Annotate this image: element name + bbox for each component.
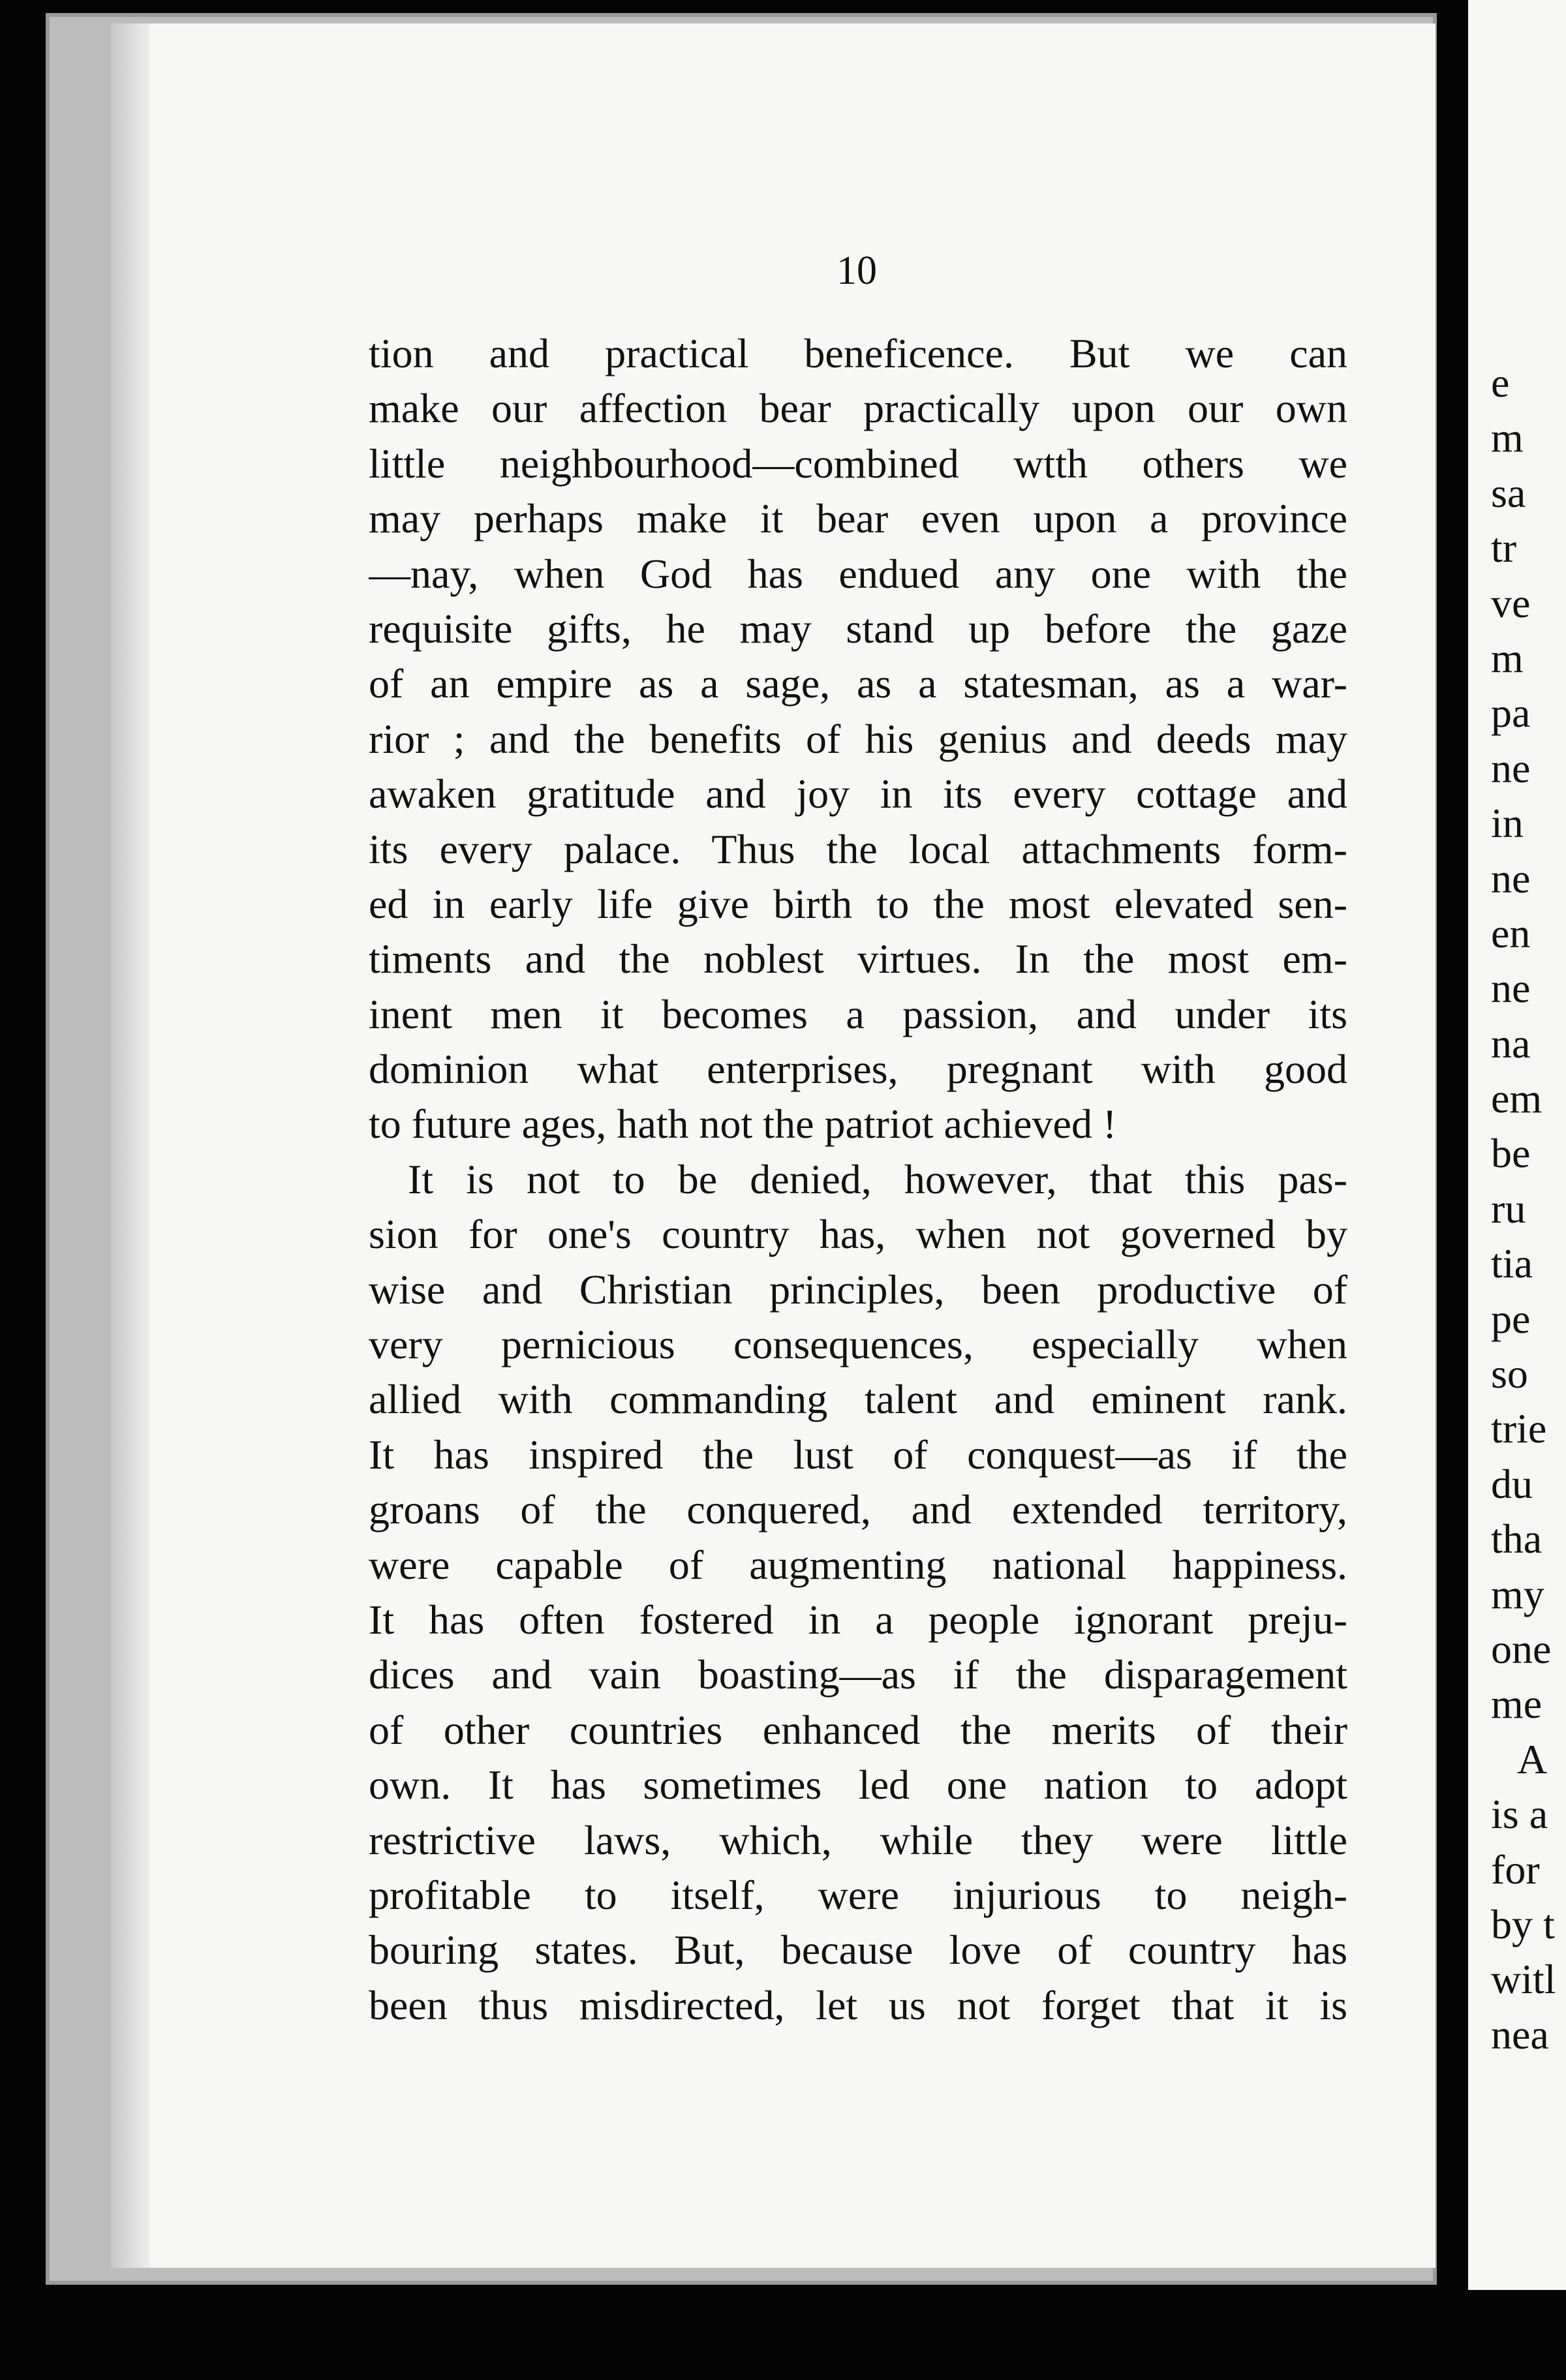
right-fragment: du bbox=[1491, 1460, 1533, 1507]
right-fragment: witl bbox=[1491, 1956, 1556, 2003]
right-fragment: m bbox=[1491, 414, 1524, 461]
text-line: been thus misdirected, let us not forget that it is bbox=[369, 1981, 1347, 2028]
body-text bbox=[369, 326, 1347, 2033]
right-fragment: my bbox=[1491, 1570, 1544, 1617]
text-line: sion for one's country has, when not governed by bbox=[369, 1211, 1347, 1258]
text-line: tion and practical beneficence. But we can bbox=[369, 330, 1347, 376]
text-line: wise and Christian principles, been productive of bbox=[369, 1266, 1347, 1313]
text-line: own. It has sometimes led one nation to adopt bbox=[369, 1762, 1347, 1808]
text-line: requisite gifts, he may stand up before the gaze bbox=[369, 605, 1347, 652]
right-fragment: ne bbox=[1491, 744, 1531, 791]
text-line: may perhaps make it bear even upon a province bbox=[369, 495, 1347, 542]
right-fragment: me bbox=[1491, 1681, 1543, 1728]
right-fragment: em bbox=[1491, 1075, 1543, 1122]
text-line: of other countries enhanced the merits of their bbox=[369, 1706, 1347, 1753]
text-line: inent men it becomes a passion, and under its bbox=[369, 990, 1347, 1037]
text-line: make our affection bear practically upon our own bbox=[369, 385, 1347, 432]
text-line: its every palace. Thus the local attachments form- bbox=[369, 825, 1347, 872]
text-line: ed in early life give birth to the most elevated sen- bbox=[369, 880, 1347, 927]
right-fragment: en bbox=[1491, 909, 1531, 956]
right-fragment: be bbox=[1491, 1130, 1531, 1177]
right-fragment: in bbox=[1491, 800, 1524, 847]
right-fragment: ne bbox=[1491, 965, 1531, 1012]
text-line: allied with commanding talent and eminent rank. bbox=[369, 1376, 1347, 1423]
text-line: dominion what enterprises, pregnant with good bbox=[369, 1046, 1347, 1093]
text-line: very pernicious consequences, especially when bbox=[369, 1321, 1347, 1368]
right-page-fragments bbox=[1491, 356, 1566, 2062]
text-line: were capable of augmenting national happiness. bbox=[369, 1541, 1347, 1588]
text-line: It has often fostered in a people ignorant preju- bbox=[369, 1596, 1347, 1643]
right-fragment: ru bbox=[1491, 1185, 1526, 1232]
text-line: profitable to itself, were injurious to neigh- bbox=[369, 1871, 1347, 1918]
right-fragment: ne bbox=[1491, 855, 1531, 902]
text-line: awaken gratitude and joy in its every cottage and bbox=[369, 770, 1347, 817]
right-fragment: by t bbox=[1491, 1900, 1555, 1947]
text-line: It has inspired the lust of conquest—as if the bbox=[369, 1431, 1347, 1478]
right-fragment: na bbox=[1491, 1020, 1531, 1067]
text-line: of an empire as a sage, as a statesman, as a war- bbox=[369, 660, 1347, 707]
text-line: groans of the conquered, and extended territory, bbox=[369, 1486, 1347, 1533]
right-fragment: tia bbox=[1491, 1240, 1533, 1287]
text-line: little neighbourhood—combined wtth others we bbox=[369, 440, 1347, 487]
text-line: It is not to be denied, however, that this pas- bbox=[408, 1155, 1347, 1202]
right-fragment: pa bbox=[1491, 690, 1531, 737]
right-fragment: for bbox=[1491, 1846, 1540, 1893]
right-fragment: sa bbox=[1491, 469, 1526, 516]
text-line: —nay, when God has endued any one with the bbox=[369, 550, 1347, 597]
text-line: rior ; and the benefits of his genius and deeds may bbox=[369, 715, 1347, 762]
text-line: to future ages, hath not the patriot achieved ! bbox=[369, 1101, 1117, 1148]
right-fragment: is a bbox=[1491, 1791, 1548, 1838]
right-fragment: ve bbox=[1491, 579, 1531, 626]
text-line: dices and vain boasting—as if the disparagement bbox=[369, 1651, 1347, 1698]
right-fragment: tha bbox=[1491, 1516, 1543, 1563]
right-fragment: tr bbox=[1491, 525, 1517, 572]
text-line: bouring states. But, because love of country has bbox=[369, 1927, 1347, 1974]
text-line: timents and the noblest virtues. In the most em- bbox=[369, 936, 1347, 983]
right-fragment: nea bbox=[1491, 2011, 1549, 2058]
page-number: 10 bbox=[837, 249, 877, 293]
right-fragment: A bbox=[1517, 1735, 1548, 1782]
right-fragment: m bbox=[1491, 634, 1524, 681]
right-fragment: so bbox=[1491, 1350, 1528, 1397]
right-fragment: one bbox=[1491, 1625, 1552, 1672]
text-line: restrictive laws, which, while they were little bbox=[369, 1816, 1347, 1863]
right-fragment: pe bbox=[1491, 1295, 1531, 1342]
right-fragment: e bbox=[1491, 359, 1510, 406]
right-fragment: trie bbox=[1491, 1405, 1547, 1452]
